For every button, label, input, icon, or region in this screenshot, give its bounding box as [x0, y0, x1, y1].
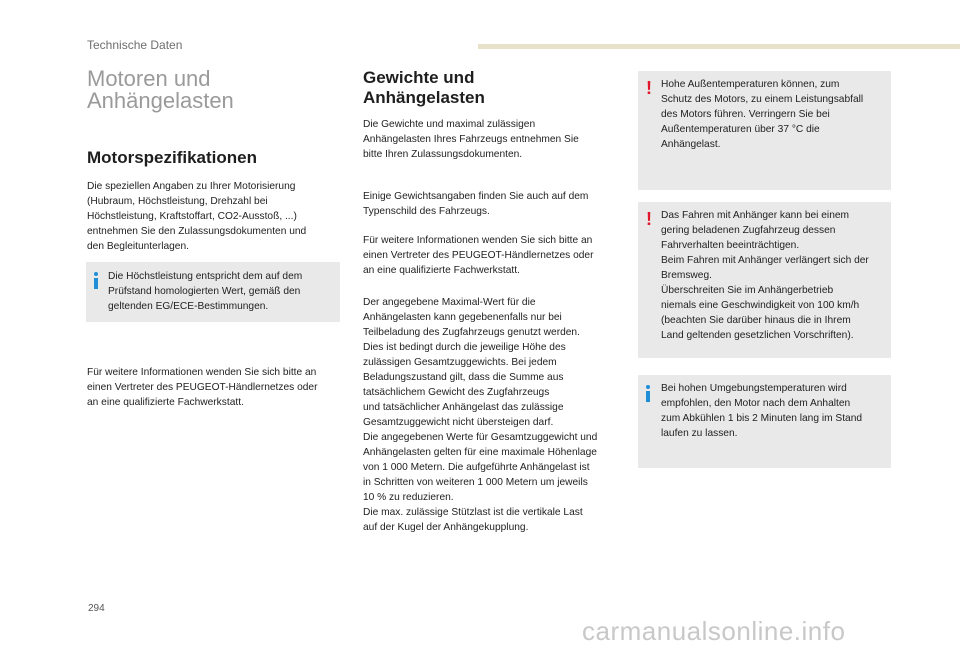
- warning-icon: !: [646, 78, 652, 98]
- weights-para-4: Der angegebene Maximal-Wert für die Anhängelasten kann gegebenenfalls nur bei Teilbeladung des Zugfahrzeugs genutzt werden. Dies ist bedingt durch die jeweilige Höhe des zulässigen Gesamtzuggewichts. Bei jedem Beladungszustand gilt, dass die Summe aus tatsächlichem Gewicht des Zugfahrzeugs und tatsächlicher Anhängelast das zulässige Gesamtzuggewicht nicht übersteigen darf. Die angegebenen Werte für Gesamtzuggewicht und Anhängelasten gelten für eine maximale Höhenlage von 1 000 Metern. Die aufgeführte Anhängelast ist in Schritten von weiteren 1 000 Metern um jeweils 10 % zu reduzieren. Die max. zulässige Stützlast ist die vertikale Last auf der Kugel der Anhängekupplung.: [363, 297, 598, 533]
- info-cooling-text: Bei hohen Umgebungstemperaturen wird empfohlen, den Motor nach dem Anhalten zum Abkühlen 1 bis 2 Minuten lang im Stand laufen zu lassen.: [661, 383, 863, 439]
- motor-info-text: Die Höchstleistung entspricht dem auf dem Prüfstand homologierten Wert, gemäß den geltenden EG/ECE-Bestimmungen.: [108, 271, 303, 312]
- motor-more-info: Für weitere Informationen wenden Sie sich bitte an einen Vertreter des PEUGEOT-Händlernetzes oder an eine qualifizierte Fachwerkstatt.: [87, 367, 318, 408]
- weights-heading: Gewichte und Anhängelasten: [363, 68, 485, 107]
- motor-heading: Motorspezifikationen: [87, 148, 258, 167]
- page-title: Motoren und Anhängelasten: [87, 66, 234, 113]
- page-number: 294: [88, 603, 105, 614]
- weights-para-3: Für weitere Informationen wenden Sie sich bitte an einen Vertreter des PEUGEOT-Händlernetzes oder an eine qualifizierte Fachwerkstatt.: [363, 235, 594, 276]
- warning-trailer-text: Das Fahren mit Anhänger kann bei einem gering beladenen Zugfahrzeug dessen Fahrverhalten beeinträchtigen. Beim Fahren mit Anhänger verlängert sich der Bremsweg. Überschreiten Sie im Anhängerbetrieb niemals eine Geschwindigkeit von 100 km/h (beachten Sie darüber hinaus die in Ihrem Land geltenden gesetzlichen Vorschriften).: [661, 210, 869, 341]
- info-box-cooling: [638, 375, 891, 468]
- watermark: carmanualsonline.info: [582, 616, 846, 646]
- motor-intro: Die speziellen Angaben zu Ihrer Motorisierung (Hubraum, Höchstleistung, Drehzahl bei Höchstleistung, Kraftstoffart, CO2-Ausstoß, ...) entnehmen Sie den Zulassungsdokumenten und den Begleitunterlagen.: [87, 181, 307, 252]
- section-header: Technische Daten: [87, 38, 183, 52]
- warning-box-trailer: [638, 202, 891, 358]
- weights-para-2: Einige Gewichtsangaben finden Sie auch auf dem Typenschild des Fahrzeugs.: [363, 191, 589, 217]
- info-icon: [646, 385, 650, 402]
- warning-box-temperature: [638, 71, 891, 190]
- motor-info-box: [86, 262, 340, 322]
- weights-para-1: Die Gewichte und maximal zulässigen Anhängelasten Ihres Fahrzeugs entnehmen Sie bitte Ihren Zulassungsdokumenten.: [363, 119, 579, 160]
- info-icon: [94, 272, 98, 289]
- warning-temperature-text: Hohe Außentemperaturen können, zum Schutz des Motors, zu einem Leistungsabfall des Motors führen. Verringern Sie bei Außentemperaturen über 37 °C die Anhängelast.: [661, 79, 864, 150]
- warning-icon: !: [646, 209, 652, 229]
- header-divider: [478, 44, 960, 49]
